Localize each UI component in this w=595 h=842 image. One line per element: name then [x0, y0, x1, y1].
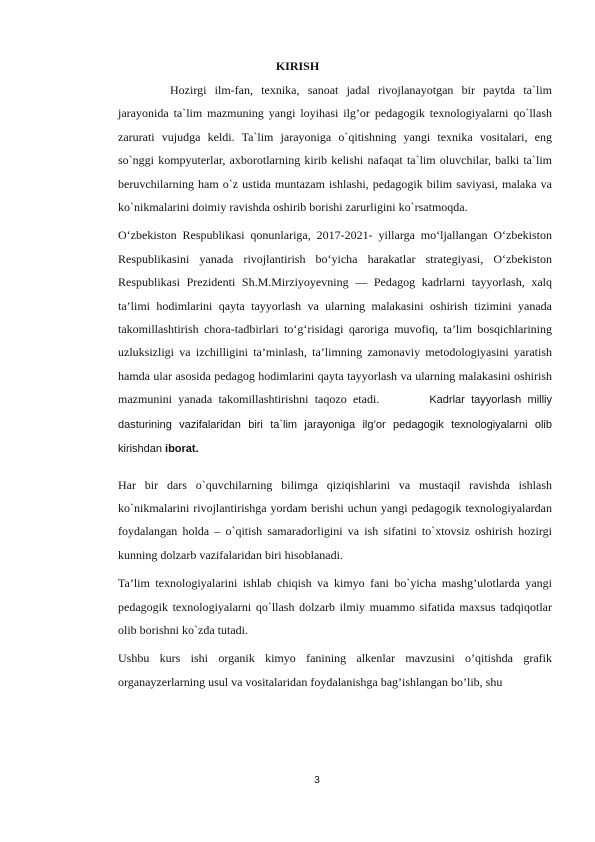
paragraph-intro: Hozirgi ilm-fan, texnika, sanoat jadal rivojlanayotgan bir paytda ta`lim jarayonida ta`lim mazmuning yangi loyihasi ilg’or pedagogik texnologiyalarni qo`llash zarurati vujudga keldi. Ta`lim jarayoniga o`qitishning yangi texnika vositalari, eng so`nggi kompyuterlar, axborotlarning kirib kelishi nafaqat ta`lim oluvchilar, balki ta`lim beruvchilarning ham o`z ustida muntazam ishlashi, pedagogik bilim saviyasi, malaka va ko`nikmalarini doimiy ravishda oshirib borishi zarurligini ko`rsatmoqda. — [118, 83, 552, 215]
paragraph-lessons: Har bir dars o`quvchilarning bilimga qiziqishlarini va mustaqil ravishda ishlash ko`nikmalarini rivojlantirishga yordam berishi uchun yangi pedagogik texnologiyalardan foydalangan holda – o`qitish samaradorligini va ish sifatini to`xtovsiz oshirish hozirgi kunning dolzarb vazifalaridan biri hisoblanadi. — [118, 477, 552, 562]
paragraph-legislation-tail: Kadrlar tayyorlash milliy dasturining vazifalaridan biri ta`lim jarayoniga ilg’or pedagogik texnologiyalarni olib kirishdan — [118, 394, 552, 456]
paragraph-legislation-text: O‘zbekiston Respublikasi qonunlariga, 2017-2021- yillarga mo‘ljallangan O‘zbekiston Respublikasini yanada rivojlantirish bo‘yicha harakatlar strategiyasi, O‘zbekiston Respublikasi Prezidenti Sh.M.Mirziyoyevning — Pedagog kadrlarni tayyorlash, xalq ta’limi hodimlarini qayta tayyorlash va ularning malakasini oshirish tizimini yanada takomillashtirish chora-tadbirlari to‘g‘risidagi qaroriga muvofiq, ta’lim bosqichlarining uzluksizligi va izchilligini ta’minlash, ta’limning zamonaviy metodologiyasini yaratish hamda ular asosida pedagog hodimlarini qayta tayyorlash va ularning malakasini oshirish mazmunini yanada takomillashtirishni taqozo etadi. — [118, 228, 552, 407]
paragraph-technologies: Ta’lim texnologiyalarini ishlab chiqish va kimyo fani bo`yicha mashg’ulotlarda yangi pedagogik texnologiyalarni qo`llash dolzarb ilmiy muammo sifatida maxsus tadqiqotlar olib borishni ko`zda tutadi. — [118, 576, 552, 637]
paragraph-course-work: Ushbu kurs ishi organik kimyo fanining alkenlar mavzusini o’qitishda grafik organayzerlarning usul va vositalaridan foydalanishga bag’ishlangan bo’lib, shu — [118, 651, 552, 689]
document-body — [118, 79, 552, 699]
section-title: KIRISH — [275, 59, 320, 73]
page-number: 3 — [314, 775, 320, 786]
paragraph-legislation-end: iborat. — [165, 443, 199, 456]
paragraph-legislation — [118, 224, 552, 461]
